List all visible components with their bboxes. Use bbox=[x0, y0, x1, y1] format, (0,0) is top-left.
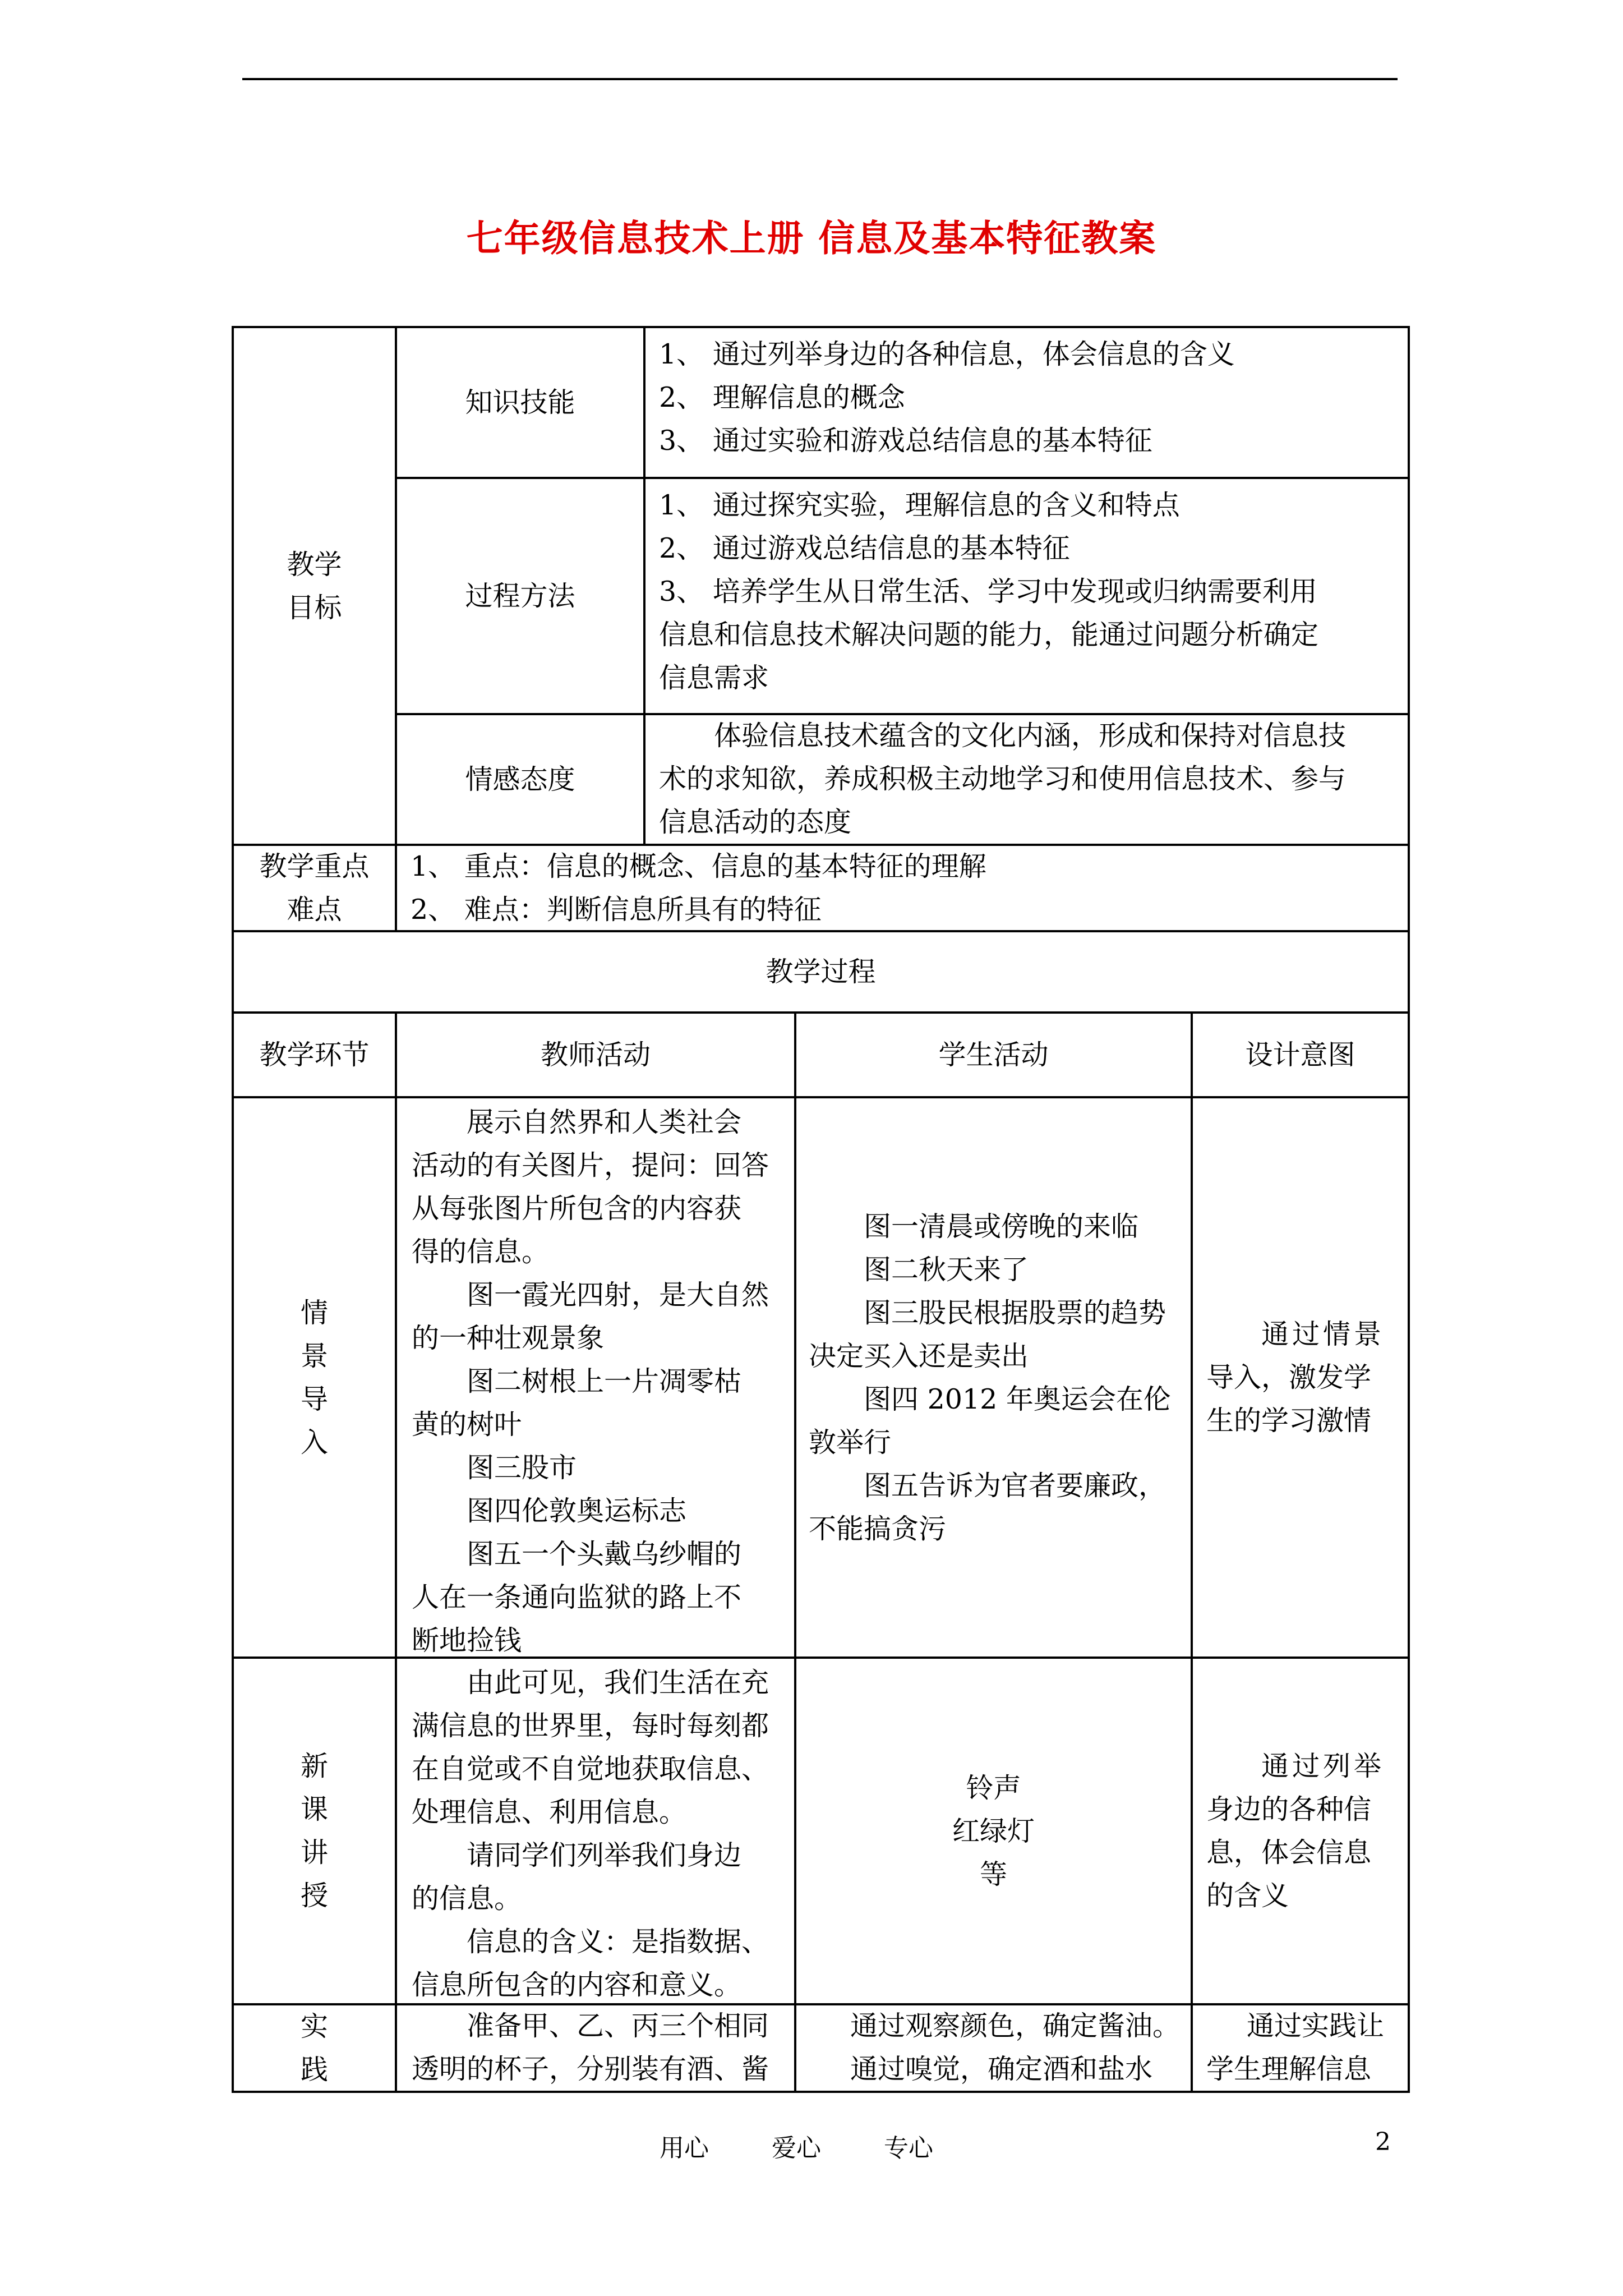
student-line: 图五告诉为官者要廉政， bbox=[864, 1469, 1166, 1502]
attitude-line: 术的求知欲，养成积极主动地学习和使用信息技术、参与 bbox=[659, 763, 1347, 795]
process-method-label: 过程方法 bbox=[465, 580, 575, 612]
header-student-activity: 学生活动 bbox=[938, 1039, 1049, 1071]
teacher-line: 的一种壮观景象 bbox=[412, 1322, 605, 1354]
attitude-label: 情感态度 bbox=[465, 763, 575, 795]
knowledge-skills-line: 3、 通过实验和游戏总结信息的基本特征 bbox=[659, 425, 1152, 457]
process-method-line: 信息和信息技术解决问题的能力，能通过问题分析确定 bbox=[659, 619, 1319, 651]
intent-line: 身边的各种信 bbox=[1206, 1793, 1372, 1825]
stage-char: 景 bbox=[300, 1340, 328, 1372]
objectives-label-line: 教学 bbox=[287, 548, 342, 581]
teacher-line: 信息的含义：是指数据、 bbox=[467, 1926, 769, 1958]
footer-motto: 专心 bbox=[884, 2134, 933, 2162]
stage-char: 讲 bbox=[300, 1837, 328, 1869]
footer-motto: 爱心 bbox=[772, 2134, 821, 2162]
practice-teacher-activity bbox=[396, 2004, 795, 2092]
intro-teacher-activity bbox=[396, 1097, 795, 1658]
stage-char: 新 bbox=[300, 1750, 328, 1782]
student-line: 铃声 bbox=[966, 1772, 1021, 1804]
student-line: 不能搞贪污 bbox=[809, 1512, 947, 1545]
teacher-line: 准备甲、乙、丙三个相同 bbox=[467, 2010, 769, 2042]
page-title: 七年级信息技术上册 信息及基本特征教案 bbox=[466, 217, 1157, 260]
header-teacher-activity: 教师活动 bbox=[540, 1039, 651, 1071]
intent-line: 通过情景 bbox=[1261, 1318, 1385, 1350]
process-method-line: 1、 通过探究实验，理解信息的含义和特点 bbox=[659, 489, 1180, 521]
key-points-content bbox=[396, 845, 1409, 931]
teacher-line: 图二树根上一片凋零枯 bbox=[467, 1365, 742, 1397]
teacher-line: 图四伦敦奥运标志 bbox=[467, 1495, 687, 1527]
student-line: 图二秋天来了 bbox=[864, 1253, 1029, 1286]
stage-char: 实 bbox=[300, 2010, 328, 2042]
knowledge-skills-line: 2、 理解信息的概念 bbox=[659, 381, 905, 413]
teacher-line: 处理信息、利用信息。 bbox=[412, 1796, 687, 1828]
knowledge-skills-line: 1、 通过列举身边的各种信息，体会信息的含义 bbox=[659, 338, 1235, 370]
header-stage: 教学环节 bbox=[259, 1039, 370, 1071]
footer-motto: 用心 bbox=[660, 2134, 709, 2162]
intent-line: 学生理解信息 bbox=[1206, 2053, 1372, 2085]
attitude-line: 信息活动的态度 bbox=[659, 806, 852, 838]
teacher-line: 信息所包含的内容和意义。 bbox=[412, 1969, 742, 2001]
attitude-line: 体验信息技术蕴含的文化内涵，形成和保持对信息技 bbox=[714, 720, 1347, 752]
teacher-line: 的信息。 bbox=[412, 1883, 522, 1915]
process-method-line: 3、 培养学生从日常生活、学习中发现或归纳需要利用 bbox=[659, 576, 1317, 608]
process-heading: 教学过程 bbox=[766, 956, 876, 988]
key-point-line: 2、 难点：判断信息所具有的特征 bbox=[411, 894, 822, 926]
objectives-label-line: 目标 bbox=[287, 591, 342, 624]
key-points-label bbox=[233, 845, 396, 931]
student-line: 图一清晨或傍晚的来临 bbox=[864, 1210, 1139, 1243]
teacher-line: 请同学们列举我们身边 bbox=[467, 1839, 742, 1871]
intent-line: 生的学习激情 bbox=[1206, 1405, 1372, 1437]
student-line: 敦举行 bbox=[809, 1426, 892, 1458]
teacher-line: 活动的有关图片，提问：回答 bbox=[412, 1149, 769, 1181]
key-points-label-line: 难点 bbox=[287, 894, 342, 926]
new-lesson-student-activity bbox=[795, 1658, 1192, 2004]
teacher-line: 透明的杯子，分别装有酒、酱 bbox=[412, 2053, 769, 2085]
teacher-line: 由此可见，我们生活在充 bbox=[467, 1667, 769, 1699]
stage-practice bbox=[233, 2004, 396, 2092]
teacher-line: 从每张图片所包含的内容获 bbox=[412, 1193, 742, 1225]
stage-char: 情 bbox=[300, 1296, 328, 1329]
intent-line: 的含义 bbox=[1206, 1880, 1289, 1912]
key-points-label-line: 教学重点 bbox=[259, 850, 370, 882]
knowledge-skills-label: 知识技能 bbox=[465, 386, 575, 418]
intent-line: 通过列举 bbox=[1261, 1750, 1385, 1782]
process-method-line: 2、 通过游戏总结信息的基本特征 bbox=[659, 532, 1070, 564]
teacher-line: 得的信息。 bbox=[412, 1236, 550, 1268]
teacher-line: 展示自然界和人类社会 bbox=[467, 1106, 742, 1138]
student-line: 通过观察颜色，确定酱油。 bbox=[850, 2010, 1181, 2042]
new-lesson-design-intent bbox=[1192, 1658, 1409, 2004]
process-method-content bbox=[644, 478, 1409, 714]
practice-student-activity bbox=[795, 2004, 1192, 2092]
objectives-label bbox=[233, 327, 396, 845]
intro-design-intent bbox=[1192, 1097, 1409, 1658]
teacher-line: 图三股市 bbox=[467, 1452, 577, 1484]
header-design-intent: 设计意图 bbox=[1245, 1039, 1355, 1071]
stage-char: 践 bbox=[300, 2054, 328, 2086]
key-point-line: 1、 重点：信息的概念、信息的基本特征的理解 bbox=[411, 850, 986, 882]
stage-char: 授 bbox=[300, 1880, 328, 1912]
intent-line: 通过实践让 bbox=[1247, 2010, 1385, 2042]
teacher-line: 在自觉或不自觉地获取信息、 bbox=[412, 1753, 769, 1785]
stage-intro bbox=[233, 1097, 396, 1658]
student-line: 红绿灯 bbox=[952, 1815, 1035, 1847]
stage-char: 入 bbox=[300, 1426, 328, 1458]
teacher-line: 满信息的世界里，每时每刻都 bbox=[412, 1710, 769, 1742]
practice-design-intent bbox=[1192, 2004, 1409, 2092]
intent-line: 息，体会信息 bbox=[1206, 1837, 1372, 1869]
page-number: 2 bbox=[1375, 2128, 1391, 2156]
student-line: 通过嗅觉，确定酒和盐水 bbox=[850, 2053, 1153, 2085]
student-line: 图三股民根据股票的趋势 bbox=[864, 1296, 1166, 1329]
teacher-line: 人在一条通向监狱的路上不 bbox=[412, 1581, 742, 1613]
stage-char: 课 bbox=[300, 1793, 328, 1825]
new-lesson-teacher-activity bbox=[396, 1658, 795, 2004]
teacher-line: 断地捡钱 bbox=[412, 1625, 522, 1657]
stage-new-lesson bbox=[233, 1658, 396, 2004]
knowledge-skills-content bbox=[644, 327, 1409, 478]
teacher-line: 图一霞光四射，是大自然 bbox=[467, 1279, 769, 1311]
student-line: 等 bbox=[979, 1858, 1007, 1890]
stage-char: 导 bbox=[300, 1383, 328, 1415]
attitude-content bbox=[644, 714, 1409, 845]
student-line: 决定买入还是卖出 bbox=[809, 1340, 1029, 1372]
teacher-line: 黄的树叶 bbox=[412, 1409, 522, 1441]
intro-student-activity bbox=[795, 1097, 1192, 1658]
teacher-line: 图五一个头戴乌纱帽的 bbox=[467, 1538, 742, 1570]
process-method-line: 信息需求 bbox=[659, 662, 769, 694]
student-line: 图四 2012 年奥运会在伦 bbox=[864, 1383, 1171, 1415]
intent-line: 导入，激发学 bbox=[1206, 1361, 1372, 1393]
